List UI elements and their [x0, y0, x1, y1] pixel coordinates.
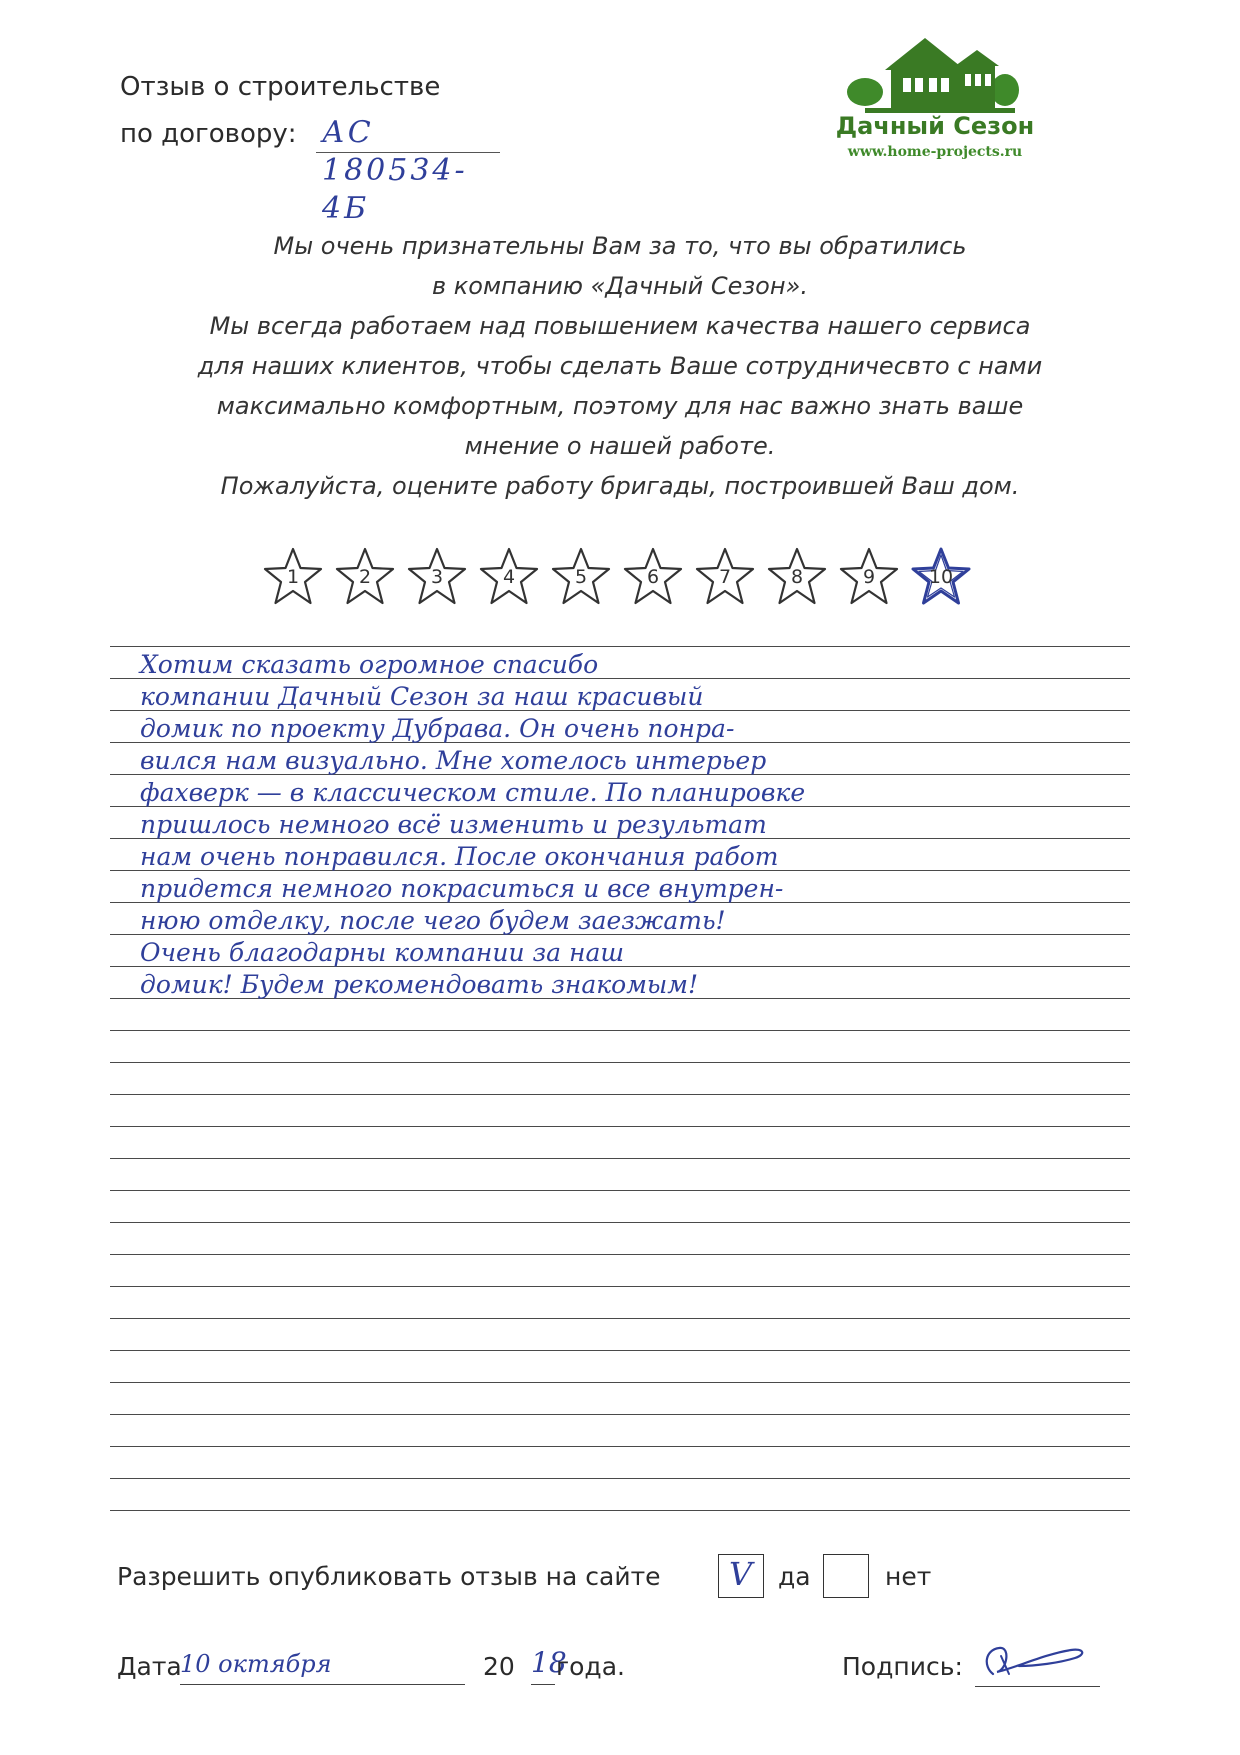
review-line: домик! Будем рекомендовать знакомым!: [140, 970, 699, 999]
star-5-icon[interactable]: [550, 546, 612, 608]
star-8-icon[interactable]: [766, 546, 828, 608]
review-line: Хотим сказать огромное спасибо: [140, 650, 599, 679]
publish-yes-label: да: [778, 1562, 811, 1591]
ruled-line: [110, 1478, 1130, 1479]
ruled-line: [110, 1350, 1130, 1351]
ruled-line: [110, 1446, 1130, 1447]
ruled-line: [110, 1318, 1130, 1319]
intro-line: для наших клиентов, чтобы сделать Ваше сотрудничесвто с нами: [197, 352, 1043, 380]
star-2-icon[interactable]: [334, 546, 396, 608]
year-suffix: года.: [556, 1652, 625, 1681]
ruled-line: [110, 1158, 1130, 1159]
intro-line: максимально комфортным, поэтому для нас важно знать ваше: [216, 392, 1024, 420]
intro-line: Пожалуйста, оцените работу бригады, построившей Ваш дом.: [220, 472, 1020, 500]
house-logo-icon: [825, 30, 1045, 120]
star-number: 3: [430, 566, 444, 588]
form-title: Отзыв о строительстве: [120, 72, 441, 102]
contract-number-field[interactable]: АС 180534-4Б: [316, 114, 500, 153]
company-logo: [825, 30, 1045, 170]
star-7-icon[interactable]: [694, 546, 756, 608]
star-number: 1: [286, 566, 300, 588]
ruled-line: [110, 1382, 1130, 1383]
publish-no-checkbox[interactable]: [823, 1554, 869, 1598]
ruled-line: [110, 1286, 1130, 1287]
signature-field[interactable]: [975, 1636, 1100, 1687]
star-number: 4: [502, 566, 516, 588]
ruled-line: [110, 1190, 1130, 1191]
review-line: нюю отделку, после чего будем заезжать!: [140, 906, 726, 935]
star-3-icon[interactable]: [406, 546, 468, 608]
star-number: 6: [646, 566, 660, 588]
publish-permission-label: Разрешить опубликовать отзыв на сайте: [117, 1562, 661, 1591]
review-line: вился нам визуально. Мне хотелось интерьер: [140, 746, 767, 775]
ruled-line: [110, 646, 1130, 647]
intro-line: Мы всегда работаем над повышением качества нашего сервиса: [209, 312, 1031, 340]
star-number: 2: [358, 566, 372, 588]
intro-text: [140, 226, 1100, 506]
ruled-line: [110, 1254, 1130, 1255]
star-1-icon[interactable]: [262, 546, 324, 608]
star-10-icon[interactable]: [910, 546, 972, 608]
star-number: 5: [574, 566, 588, 588]
review-line: пришлось немного всё изменить и результат: [140, 810, 767, 839]
ruled-line: [110, 1126, 1130, 1127]
signature-label: Подпись:: [842, 1652, 963, 1681]
intro-line: в компанию «Дачный Сезон».: [432, 272, 808, 300]
logo-name: Дачный Сезон: [835, 112, 1035, 140]
check-mark-icon: V: [729, 1555, 753, 1593]
date-field[interactable]: 10 октября: [180, 1650, 465, 1685]
star-9-icon[interactable]: [838, 546, 900, 608]
review-line: фахверк — в классическом стиле. По планировке: [140, 778, 806, 807]
star-number: 7: [718, 566, 732, 588]
intro-line: Мы очень признательны Вам за то, что вы обратились: [273, 232, 967, 260]
signature-scribble-icon: [975, 1636, 1100, 1686]
ruled-line: [110, 1094, 1130, 1095]
review-line: нам очень понравился. После окончания работ: [140, 842, 779, 871]
logo-url: www.home-projects.ru: [847, 144, 1023, 160]
publish-no-label: нет: [885, 1562, 932, 1591]
ruled-line: [110, 1510, 1130, 1511]
star-number: 9: [862, 566, 876, 588]
ruled-line: [110, 1030, 1130, 1031]
year-field[interactable]: 18: [531, 1646, 555, 1685]
intro-line: мнение о нашей работе.: [464, 432, 776, 460]
year-prefix: 20: [483, 1652, 515, 1681]
ruled-line: [110, 1222, 1130, 1223]
rating-stars: [262, 546, 1002, 616]
review-line: Очень благодарны компании за наш: [140, 938, 625, 967]
contract-label: по договору:: [120, 119, 297, 149]
publish-yes-checkbox[interactable]: [718, 1554, 764, 1598]
star-6-icon[interactable]: [622, 546, 684, 608]
star-number: 8: [790, 566, 804, 588]
ruled-line: [110, 1062, 1130, 1063]
star-number: 10: [928, 566, 954, 588]
ruled-line: [110, 1414, 1130, 1415]
review-line: придется немного покраситься и все внутрен-: [140, 874, 784, 903]
star-4-icon[interactable]: [478, 546, 540, 608]
date-label: Дата: [117, 1652, 182, 1681]
review-line: компании Дачный Сезон за наш красивый: [140, 682, 704, 711]
review-line: домик по проекту Дубрава. Он очень понра-: [140, 714, 735, 743]
